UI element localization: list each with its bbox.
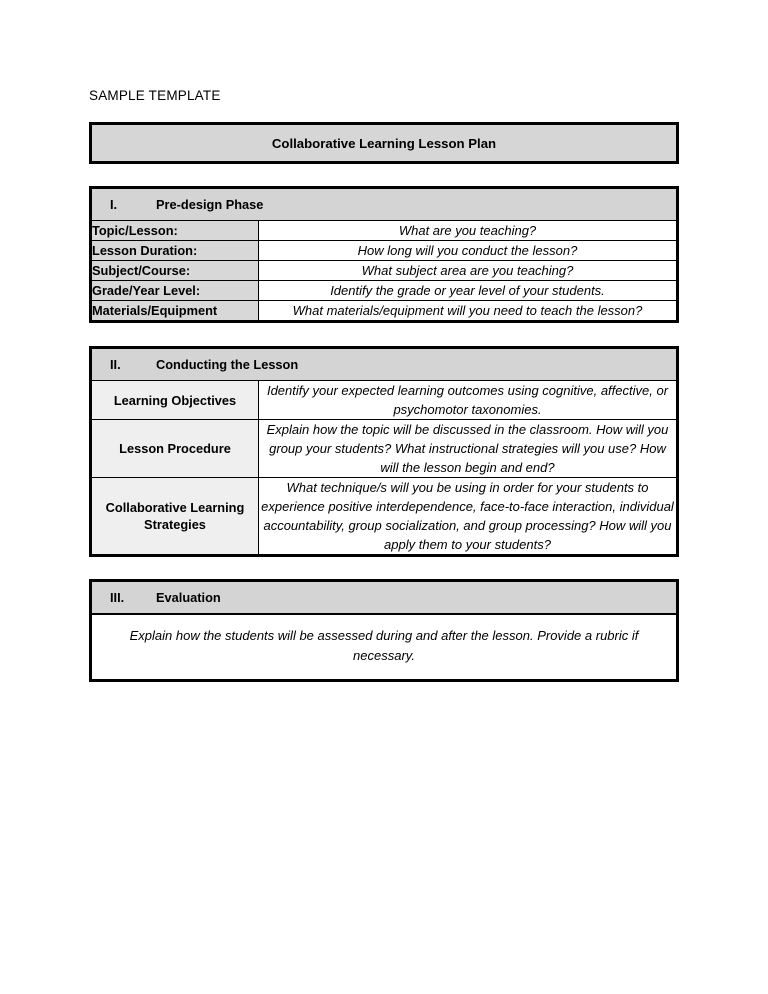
table-row	[91, 381, 678, 420]
field-value-subject-course: What subject area are you teaching?	[259, 261, 678, 281]
section-header-row	[91, 348, 678, 381]
spacer	[89, 323, 679, 346]
field-value-collaborative-learning-strategies: What technique/s will you be using in order for your students to experience positive interdependence, face-to-face interaction, individual accountability, group socialization, and group processing? How will you apply them to your students?	[259, 478, 678, 556]
table-row	[91, 281, 678, 301]
field-label-subject-course: Subject/Course:	[91, 261, 259, 281]
table-row	[91, 221, 678, 241]
table-row	[91, 241, 678, 261]
section-heading-text: Pre-design Phase	[156, 197, 264, 212]
section-numeral: I.	[110, 197, 118, 212]
field-value-grade-year-level: Identify the grade or year level of your students.	[259, 281, 678, 301]
section-conducting-the-lesson-table	[89, 346, 679, 557]
field-label-grade-year-level: Grade/Year Level:	[91, 281, 259, 301]
table-row	[91, 124, 678, 163]
table-row	[91, 615, 678, 681]
field-value-learning-objectives: Identify your expected learning outcomes using cognitive, affective, or psychomotor taxonomies.	[259, 381, 678, 420]
document-title: Collaborative Learning Lesson Plan	[91, 124, 678, 163]
section-header-pre-design-phase	[91, 188, 678, 221]
section-pre-design-phase-table	[89, 186, 679, 323]
field-value-evaluation: Explain how the students will be assessed during and after the lesson. Provide a rubric if necessary.	[91, 615, 678, 681]
section-evaluation-table	[89, 579, 679, 682]
table-row	[91, 420, 678, 478]
spacer	[89, 557, 679, 579]
section-numeral: II.	[110, 357, 121, 372]
section-numeral: III.	[110, 590, 125, 605]
section-header-row	[91, 581, 678, 615]
field-value-lesson-duration: How long will you conduct the lesson?	[259, 241, 678, 261]
table-row	[91, 301, 678, 322]
section-heading-text: Conducting the Lesson	[156, 357, 299, 372]
section-header-evaluation	[91, 581, 678, 615]
field-value-materials-equipment: What materials/equipment will you need to teach the lesson?	[259, 301, 678, 322]
section-header-row	[91, 188, 678, 221]
field-value-lesson-procedure: Explain how the topic will be discussed in the classroom. How will you group your students? What instructional strategies will you use? How will the lesson begin and end?	[259, 420, 678, 478]
table-row	[91, 478, 678, 556]
spacer	[89, 164, 679, 186]
document-title-table	[89, 122, 679, 164]
field-label-lesson-procedure: Lesson Procedure	[91, 420, 259, 478]
field-value-topic-lesson: What are you teaching?	[259, 221, 678, 241]
field-label-lesson-duration: Lesson Duration:	[91, 241, 259, 261]
table-row	[91, 261, 678, 281]
sample-template-label: SAMPLE TEMPLATE	[89, 88, 221, 103]
section-header-conducting-the-lesson	[91, 348, 678, 381]
field-label-materials-equipment: Materials/Equipment	[91, 301, 259, 322]
field-label-collaborative-learning-strategies: Collaborative Learning Strategies	[91, 478, 259, 556]
field-label-learning-objectives: Learning Objectives	[91, 381, 259, 420]
field-label-topic-lesson: Topic/Lesson:	[91, 221, 259, 241]
section-heading-text: Evaluation	[156, 590, 221, 605]
